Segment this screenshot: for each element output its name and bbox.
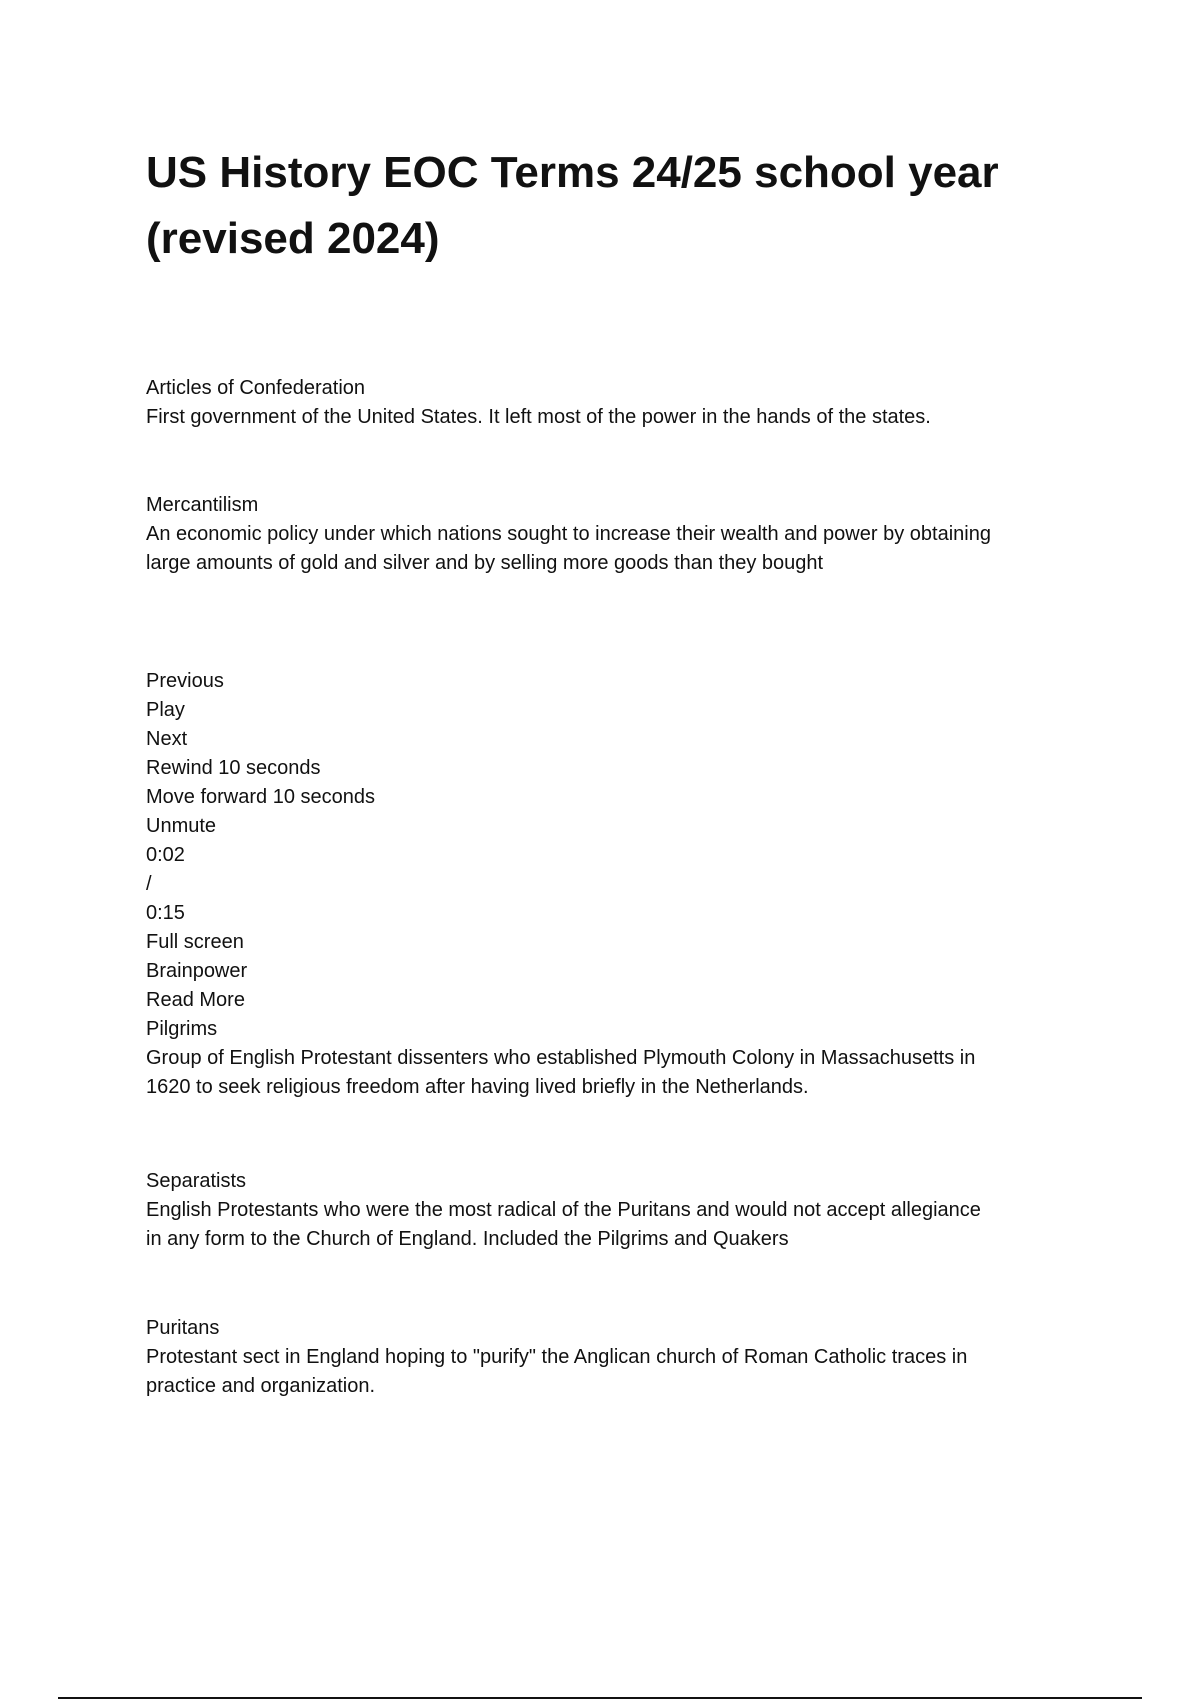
page-bottom-rule <box>58 1697 1142 1699</box>
rewind-button[interactable]: Rewind 10 seconds <box>146 757 321 779</box>
term-entry-mercantilism <box>146 491 1106 578</box>
term-name: Articles of Confederation <box>146 377 366 399</box>
current-time: 0:02 <box>146 844 185 866</box>
term-entry-puritans <box>146 1314 1106 1401</box>
term-definition: in any form to the Church of England. Included the Pilgrims and Quakers <box>146 1228 789 1250</box>
term-definition: large amounts of gold and silver and by selling more goods than they bought <box>146 552 824 574</box>
time-separator: / <box>146 873 152 895</box>
term-definition: An economic policy under which nations sought to increase their wealth and power by obtaining <box>146 523 991 545</box>
play-button[interactable]: Play <box>146 699 185 721</box>
term-name: Pilgrims <box>146 1018 218 1040</box>
duration: 0:15 <box>146 902 185 924</box>
forward-button[interactable]: Move forward 10 seconds <box>146 786 376 808</box>
term-definition: First government of the United States. It left most of the power in the hands of the states. <box>146 406 931 428</box>
document-title <box>146 140 1106 272</box>
media-player-controls <box>146 667 1106 1102</box>
document-title-line-1: US History EOC Terms 24/25 school year <box>146 148 999 197</box>
term-definition: practice and organization. <box>146 1375 376 1397</box>
document-header <box>146 140 1106 272</box>
fullscreen-button[interactable]: Full screen <box>146 931 244 953</box>
read-more-link[interactable]: Read More <box>146 989 245 1011</box>
term-name: Mercantilism <box>146 494 259 516</box>
term-definition: Group of English Protestant dissenters who established Plymouth Colony in Massachusetts in <box>146 1047 976 1069</box>
term-name: Separatists <box>146 1170 247 1192</box>
brainpower-link[interactable]: Brainpower <box>146 960 248 982</box>
term-entry-separatists <box>146 1167 1106 1254</box>
term-definition: 1620 to seek religious freedom after having lived briefly in the Netherlands. <box>146 1076 809 1098</box>
next-button[interactable]: Next <box>146 728 188 750</box>
document-title-line-2: (revised 2024) <box>146 214 440 263</box>
term-definition: English Protestants who were the most radical of the Puritans and would not accept allegiance <box>146 1199 981 1221</box>
term-entry-articles-of-confederation <box>146 374 1106 432</box>
term-definition: Protestant sect in England hoping to "purify" the Anglican church of Roman Catholic traces in <box>146 1346 968 1368</box>
unmute-button[interactable]: Unmute <box>146 815 217 837</box>
term-name: Puritans <box>146 1317 220 1339</box>
previous-button[interactable]: Previous <box>146 670 224 692</box>
